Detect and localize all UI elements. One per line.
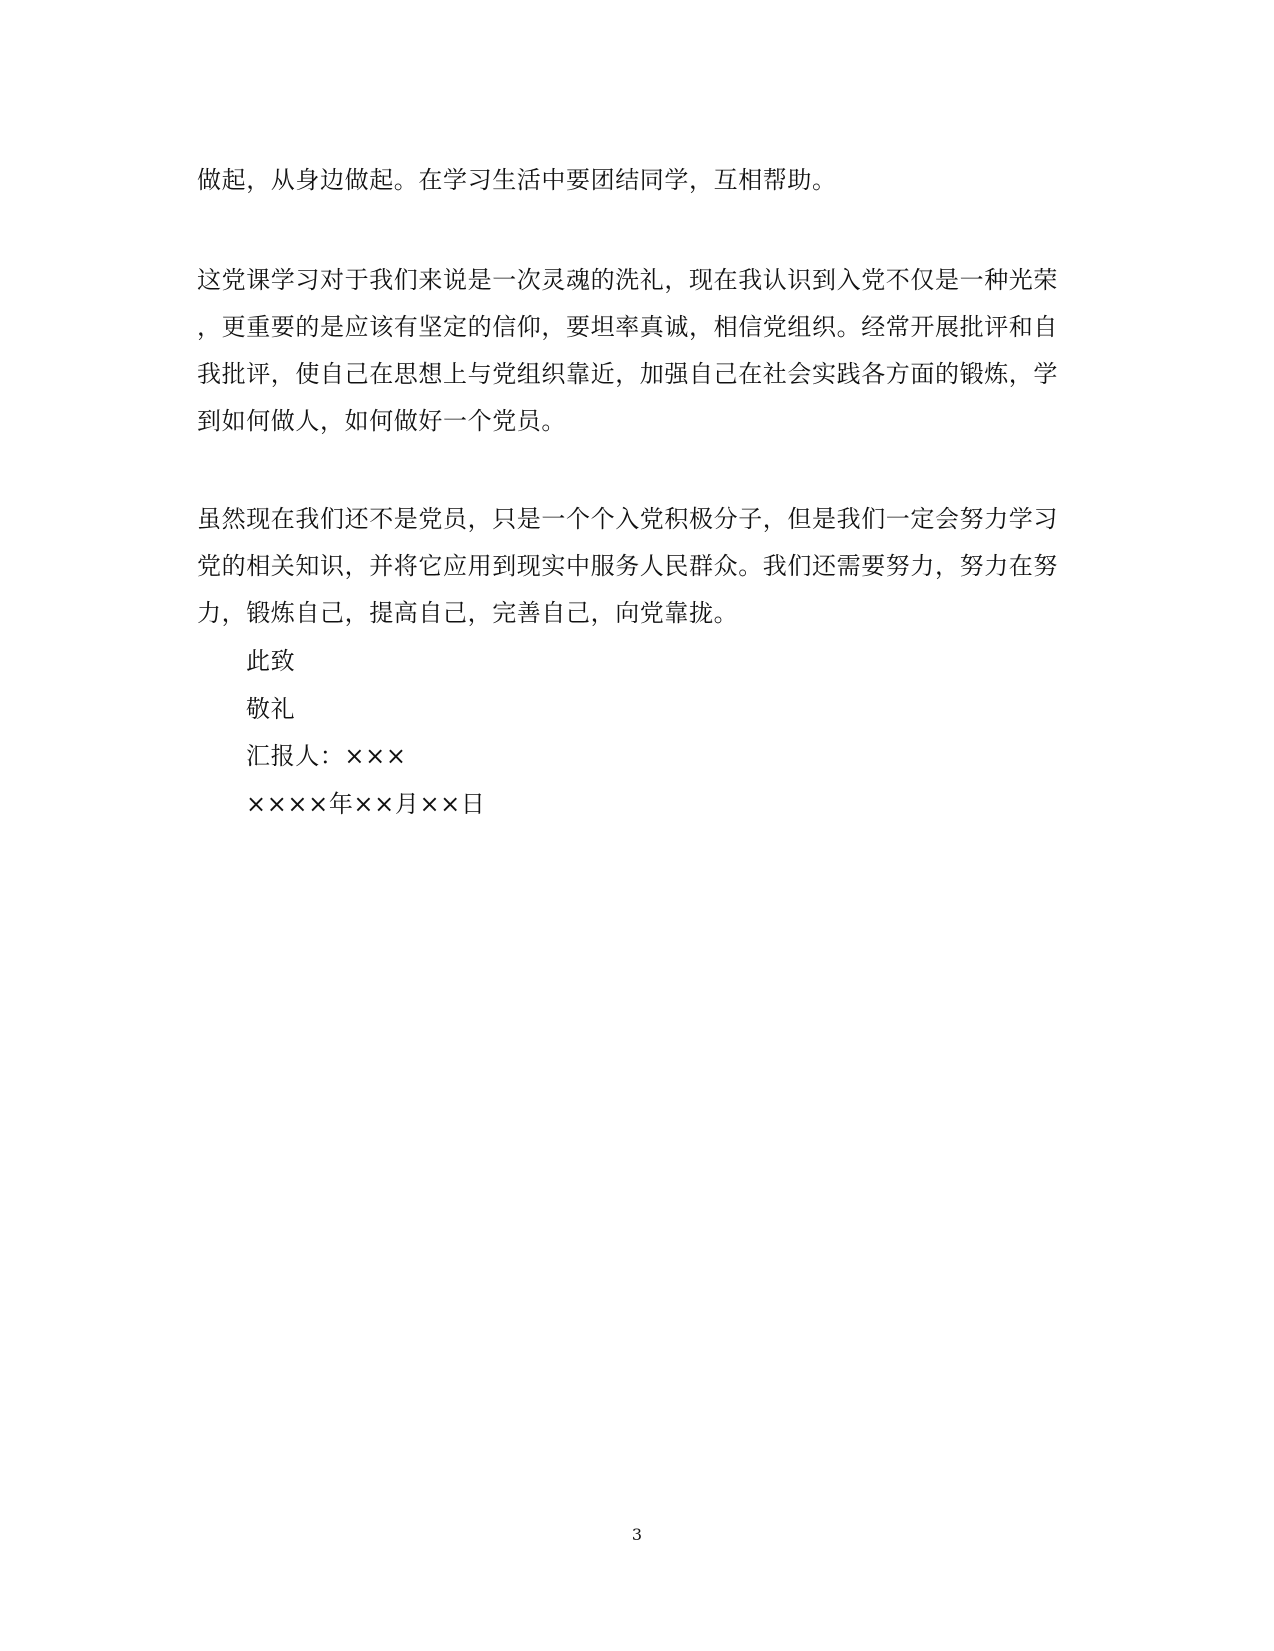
paragraph-2-line-2: ，更重要的是应该有坚定的信仰，要坦率真诚，相信党组织。经常开展批评和自 [197, 313, 1058, 341]
paragraph-3-line-3: 力，锻炼自己，提高自己，完善自己，向党靠拢。 [197, 599, 739, 627]
paragraph-2-line-1: 这党课学习对于我们来说是一次灵魂的洗礼，现在我认识到入党不仅是一种光荣 [197, 266, 1058, 294]
paragraph-3-line-1: 虽然现在我们还不是党员，只是一个个入党积极分子，但是我们一定会努力学习 [197, 505, 1058, 533]
paragraph-1-line-1: 做起，从身边做起。在学习生活中要团结同学，互相帮助。 [197, 166, 837, 194]
reporter-signature: 汇报人：××× [246, 742, 407, 770]
paragraph-2-line-4: 到如何做人，如何做好一个党员。 [197, 407, 566, 435]
paragraph-2-line-3: 我批评，使自己在思想上与党组织靠近，加强自己在社会实践各方面的锻炼，学 [197, 360, 1058, 388]
page-number: 3 [631, 1525, 643, 1544]
report-date: ××××年××月××日 [246, 790, 486, 818]
closing-salutation: 此致 [246, 647, 296, 675]
closing-regards: 敬礼 [246, 695, 296, 723]
paragraph-3-line-2: 党的相关知识，并将它应用到现实中服务人民群众。我们还需要努力，努力在努 [197, 552, 1058, 580]
